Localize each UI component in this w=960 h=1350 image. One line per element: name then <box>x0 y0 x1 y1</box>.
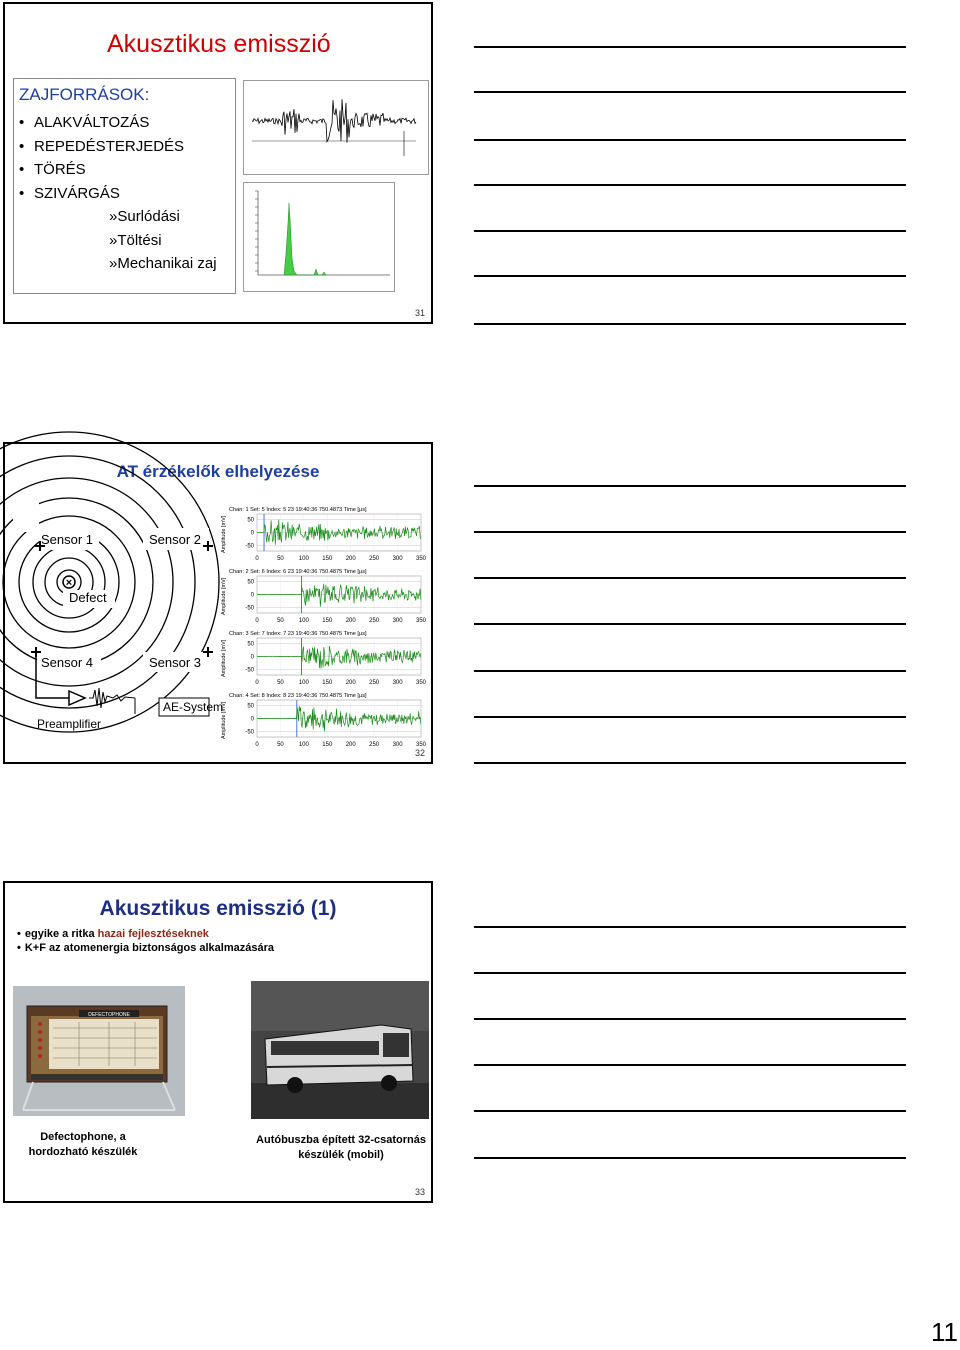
slide-title: Akusztikus emisszió <box>107 30 331 58</box>
y-tick-label: -50 <box>245 729 254 736</box>
x-tick-label: 150 <box>322 742 333 748</box>
x-tick-label: 300 <box>392 742 403 748</box>
note-line <box>474 91 906 93</box>
sensor-4-label: Sensor 4 <box>41 655 94 670</box>
note-line <box>474 531 906 533</box>
y-tick-label: 0 <box>250 716 254 723</box>
note-line <box>474 485 906 487</box>
x-tick-label: 50 <box>277 680 284 686</box>
y-tick-label: 0 <box>250 654 254 661</box>
noise-sources-box <box>13 78 236 294</box>
note-line <box>474 623 906 625</box>
note-line <box>474 762 906 764</box>
series-line <box>257 584 421 607</box>
waveform-image <box>243 80 429 175</box>
x-tick-label: 350 <box>415 618 427 624</box>
y-tick-label: -50 <box>245 605 254 612</box>
bullet-list <box>17 927 274 955</box>
svg-text:×: × <box>65 577 73 589</box>
y-tick-label: 0 <box>250 592 254 599</box>
slide-title: AT érzékelők elhelyezése <box>116 462 320 481</box>
y-tick-label: -50 <box>245 667 254 674</box>
x-tick-label: 250 <box>369 556 380 562</box>
x-tick-label: 100 <box>298 556 309 562</box>
slide-title: Akusztikus emisszió (1) <box>99 897 337 920</box>
x-tick-label: 250 <box>369 618 380 624</box>
y-tick-label: -50 <box>245 543 254 550</box>
slide-number: 32 <box>414 748 425 758</box>
note-line <box>474 670 906 672</box>
note-line <box>474 577 906 579</box>
x-tick-label: 350 <box>415 556 427 562</box>
sub-list-item: » Surlódási <box>19 205 217 229</box>
x-tick-label: 350 <box>415 680 427 686</box>
y-axis-label: Amplitude [mV] <box>221 639 227 677</box>
series-line <box>257 646 421 669</box>
x-tick-label: 150 <box>322 618 333 624</box>
caption-defectophone: Defectophone, a hordozható készülék <box>28 1131 138 1158</box>
chart-panel-header: Chan: 4 Set: 8 Index: 8 23 19:40:36 750.4875 Time [µs] <box>229 693 367 699</box>
sensor-2-label: Sensor 2 <box>149 532 202 547</box>
note-line <box>474 275 906 277</box>
note-line <box>474 1157 906 1159</box>
y-axis-label: Amplitude [mV] <box>221 701 227 739</box>
chart-panel-header: Chan: 2 Set: 6 Index: 6 23 19:40:36 750.4875 Time [µs] <box>229 569 367 575</box>
series-line <box>257 520 421 545</box>
x-tick-label: 200 <box>345 742 356 748</box>
x-tick-label: 50 <box>277 618 284 624</box>
defectophone-photo <box>13 986 185 1116</box>
list-item: • SZIVÁRGÁS <box>19 182 217 206</box>
note-line <box>474 230 906 232</box>
note-line <box>474 184 906 186</box>
slide-number: 33 <box>414 1187 425 1197</box>
amplitude-histogram-image <box>243 182 395 292</box>
x-tick-label: 300 <box>392 618 403 624</box>
x-tick-label: 300 <box>392 556 403 562</box>
x-tick-label: 0 <box>255 618 259 624</box>
y-tick-label: 50 <box>247 703 254 710</box>
list-item: • TÖRÉS <box>19 158 217 182</box>
note-line <box>474 1064 906 1066</box>
y-tick-label: 50 <box>247 641 254 648</box>
preamplifier-label: Preamplifier <box>37 717 102 731</box>
x-tick-label: 100 <box>298 618 309 624</box>
y-tick-label: 50 <box>247 579 254 586</box>
x-tick-label: 200 <box>345 618 356 624</box>
x-tick-label: 0 <box>255 742 259 748</box>
x-tick-label: 200 <box>345 680 356 686</box>
note-line <box>474 926 906 928</box>
sensor-markers <box>31 541 213 657</box>
x-tick-label: 50 <box>277 556 284 562</box>
noise-sources-list <box>19 111 217 276</box>
chart-panel-header: Chan: 1 Set: 5 Index: 5 23 19:40:36 750.4873 Time [µs] <box>229 507 367 513</box>
list-item: • egyike a ritka hazai fejlesztéseknek <box>17 927 274 941</box>
y-tick-label: 50 <box>247 517 254 524</box>
x-tick-label: 100 <box>298 742 309 748</box>
caption-bus: Autóbuszba épített 32-csatornás készülék (mobil) <box>256 1134 426 1161</box>
sub-list-item: » Mechanikai zaj <box>19 252 217 276</box>
x-tick-label: 0 <box>255 556 259 562</box>
x-tick-label: 150 <box>322 556 333 562</box>
y-axis-label: Amplitude [mV] <box>221 515 227 553</box>
chart-panel-header: Chan: 3 Set: 7 Index: 7 23 19:40:36 750.4875 Time [µs] <box>229 631 367 637</box>
x-tick-label: 100 <box>298 680 309 686</box>
bus-photo <box>251 981 429 1119</box>
noise-sources-heading: ZAJFORRÁSOK: <box>19 85 150 104</box>
list-item: • K+F az atomenergia biztonságos alkalmazására <box>17 941 274 955</box>
note-line <box>474 139 906 141</box>
sensor-3-label: Sensor 3 <box>149 655 202 670</box>
y-axis-label: Amplitude [mV] <box>221 577 227 615</box>
x-tick-label: 150 <box>322 680 333 686</box>
x-tick-label: 0 <box>255 680 259 686</box>
x-tick-label: 350 <box>415 742 427 748</box>
note-line <box>474 46 906 48</box>
note-line <box>474 1110 906 1112</box>
ae-system-label: AE-System <box>163 700 224 714</box>
note-line <box>474 1018 906 1020</box>
defect-label: Defect <box>69 590 107 605</box>
slide-number: 31 <box>414 308 425 318</box>
slide-32 <box>3 442 433 764</box>
x-tick-label: 300 <box>392 680 403 686</box>
note-line <box>474 716 906 718</box>
slide-31 <box>3 2 433 324</box>
ae-waveform-chart <box>217 504 429 754</box>
page-number: 11 <box>931 1317 958 1347</box>
list-item: • REPEDÉSTERJEDÉS <box>19 135 217 159</box>
note-line <box>474 323 906 325</box>
sensor-1-label: Sensor 1 <box>41 532 94 547</box>
sub-list-item: » Töltési <box>19 229 217 253</box>
slide-33 <box>3 881 433 1203</box>
y-tick-label: 0 <box>250 530 254 537</box>
x-tick-label: 200 <box>345 556 356 562</box>
list-item: • ALAKVÁLTOZÁS <box>19 111 217 135</box>
notes-area <box>474 0 906 1350</box>
x-tick-label: 250 <box>369 680 380 686</box>
device-label: DEFECTOPHONE <box>88 1012 130 1018</box>
note-line <box>474 972 906 974</box>
x-tick-label: 250 <box>369 742 380 748</box>
x-tick-label: 50 <box>277 742 284 748</box>
